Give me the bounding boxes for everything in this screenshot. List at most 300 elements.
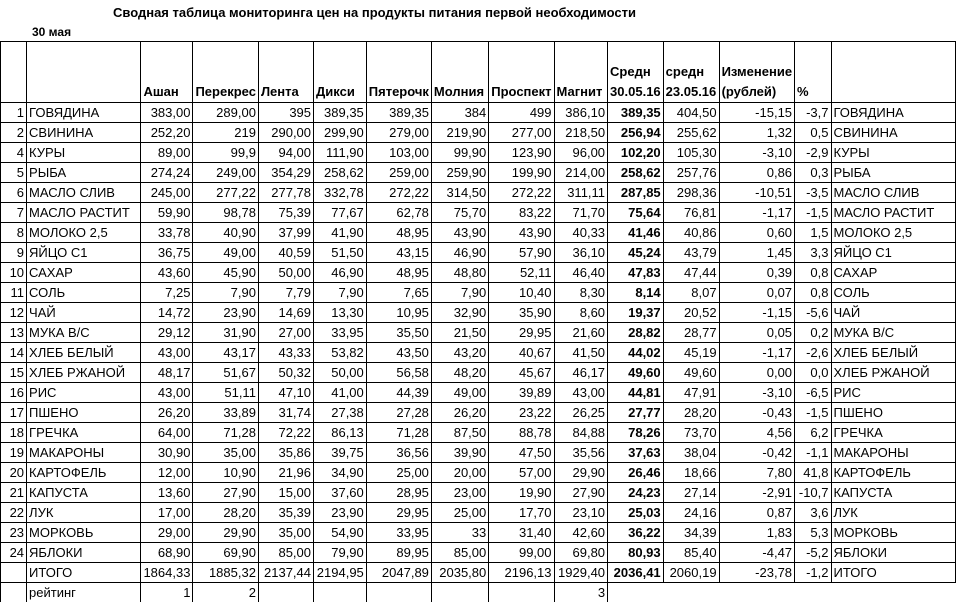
price-cell[interactable]: 39,90 bbox=[431, 443, 488, 463]
price-cell[interactable]: 54,90 bbox=[314, 523, 367, 543]
price-cell[interactable]: 39,89 bbox=[489, 383, 554, 403]
price-cell[interactable]: 96,00 bbox=[554, 143, 608, 163]
row-number[interactable]: 6 bbox=[1, 183, 27, 203]
total-cell[interactable]: 2036,41 bbox=[608, 563, 664, 583]
price-cell[interactable]: 40,86 bbox=[663, 223, 719, 243]
price-cell[interactable]: 44,81 bbox=[608, 383, 664, 403]
price-cell[interactable]: 45,24 bbox=[608, 243, 664, 263]
column-header[interactable]: Пятерочк bbox=[366, 42, 431, 103]
price-cell[interactable]: 258,62 bbox=[608, 163, 664, 183]
price-cell[interactable]: 1,83 bbox=[719, 523, 794, 543]
price-cell[interactable]: 43,90 bbox=[489, 223, 554, 243]
price-cell[interactable]: 47,44 bbox=[663, 263, 719, 283]
price-cell[interactable]: 75,64 bbox=[608, 203, 664, 223]
blank-cell[interactable] bbox=[1, 563, 27, 583]
price-cell[interactable]: 0,8 bbox=[795, 263, 831, 283]
product-name[interactable]: ГРЕЧКА bbox=[27, 423, 141, 443]
price-cell[interactable]: 24,16 bbox=[663, 503, 719, 523]
product-name[interactable]: ХЛЕБ РЖАНОЙ bbox=[27, 363, 141, 383]
price-cell[interactable]: 43,33 bbox=[258, 343, 313, 363]
price-cell[interactable]: 87,50 bbox=[431, 423, 488, 443]
rating-cell[interactable] bbox=[489, 583, 554, 602]
blank-cell[interactable] bbox=[795, 583, 831, 602]
product-name-right[interactable]: МОЛОКО 2,5 bbox=[831, 223, 956, 243]
price-cell[interactable]: 35,00 bbox=[193, 443, 258, 463]
price-cell[interactable]: 71,28 bbox=[366, 423, 431, 443]
product-name-right[interactable]: КУРЫ bbox=[831, 143, 956, 163]
price-cell[interactable]: 105,30 bbox=[663, 143, 719, 163]
price-cell[interactable]: 79,90 bbox=[314, 543, 367, 563]
price-cell[interactable]: 0,86 bbox=[719, 163, 794, 183]
price-cell[interactable]: 48,17 bbox=[141, 363, 193, 383]
price-cell[interactable]: 256,94 bbox=[608, 123, 664, 143]
price-cell[interactable]: 7,90 bbox=[431, 283, 488, 303]
price-cell[interactable]: 7,90 bbox=[193, 283, 258, 303]
price-cell[interactable]: 43,00 bbox=[141, 343, 193, 363]
price-cell[interactable]: 218,50 bbox=[554, 123, 608, 143]
price-cell[interactable]: 43,00 bbox=[141, 383, 193, 403]
price-cell[interactable]: 36,56 bbox=[366, 443, 431, 463]
price-cell[interactable]: 249,00 bbox=[193, 163, 258, 183]
price-cell[interactable]: 389,35 bbox=[366, 103, 431, 123]
price-cell[interactable]: -0,42 bbox=[719, 443, 794, 463]
total-label-right[interactable]: ИТОГО bbox=[831, 563, 956, 583]
price-cell[interactable]: 41,46 bbox=[608, 223, 664, 243]
price-cell[interactable]: 1,32 bbox=[719, 123, 794, 143]
row-number[interactable]: 19 bbox=[1, 443, 27, 463]
price-cell[interactable]: 41,00 bbox=[314, 383, 367, 403]
product-name[interactable]: МАСЛО СЛИВ bbox=[27, 183, 141, 203]
price-cell[interactable]: 31,90 bbox=[193, 323, 258, 343]
price-cell[interactable]: 75,70 bbox=[431, 203, 488, 223]
price-cell[interactable]: 43,50 bbox=[366, 343, 431, 363]
price-cell[interactable]: 257,76 bbox=[663, 163, 719, 183]
price-cell[interactable]: 88,78 bbox=[489, 423, 554, 443]
blank-cell[interactable] bbox=[1, 583, 27, 602]
price-cell[interactable]: 219,90 bbox=[431, 123, 488, 143]
price-cell[interactable]: 33,95 bbox=[314, 323, 367, 343]
price-cell[interactable]: 41,50 bbox=[554, 343, 608, 363]
price-cell[interactable]: 50,00 bbox=[258, 263, 313, 283]
price-cell[interactable]: 21,60 bbox=[554, 323, 608, 343]
price-cell[interactable]: 35,86 bbox=[258, 443, 313, 463]
product-name-right[interactable]: СВИНИНА bbox=[831, 123, 956, 143]
rating-label[interactable]: рейтинг bbox=[27, 583, 141, 602]
rating-cell[interactable] bbox=[366, 583, 431, 602]
price-cell[interactable]: 384 bbox=[431, 103, 488, 123]
price-cell[interactable]: 25,00 bbox=[431, 503, 488, 523]
price-cell[interactable]: 57,00 bbox=[489, 463, 554, 483]
price-cell[interactable]: -4,47 bbox=[719, 543, 794, 563]
column-header[interactable]: Перекрес bbox=[193, 42, 258, 103]
price-cell[interactable]: 111,90 bbox=[314, 143, 367, 163]
price-cell[interactable]: 29,12 bbox=[141, 323, 193, 343]
price-cell[interactable]: 31,40 bbox=[489, 523, 554, 543]
price-cell[interactable]: 47,83 bbox=[608, 263, 664, 283]
rating-cell[interactable]: 3 bbox=[554, 583, 608, 602]
price-cell[interactable]: 43,20 bbox=[431, 343, 488, 363]
price-cell[interactable]: 34,90 bbox=[314, 463, 367, 483]
price-cell[interactable]: 56,58 bbox=[366, 363, 431, 383]
product-name[interactable]: ЧАЙ bbox=[27, 303, 141, 323]
price-cell[interactable]: 29,00 bbox=[141, 523, 193, 543]
price-cell[interactable]: 25,00 bbox=[366, 463, 431, 483]
price-cell[interactable]: 33,89 bbox=[193, 403, 258, 423]
row-number[interactable]: 5 bbox=[1, 163, 27, 183]
price-cell[interactable]: 386,10 bbox=[554, 103, 608, 123]
price-cell[interactable]: 103,00 bbox=[366, 143, 431, 163]
column-header[interactable]: Молния bbox=[431, 42, 488, 103]
price-cell[interactable]: 48,80 bbox=[431, 263, 488, 283]
price-cell[interactable]: 51,11 bbox=[193, 383, 258, 403]
price-cell[interactable]: 59,90 bbox=[141, 203, 193, 223]
price-cell[interactable]: 71,28 bbox=[193, 423, 258, 443]
price-cell[interactable]: 8,07 bbox=[663, 283, 719, 303]
price-cell[interactable]: 7,79 bbox=[258, 283, 313, 303]
price-cell[interactable]: 23,90 bbox=[314, 503, 367, 523]
price-cell[interactable]: 354,29 bbox=[258, 163, 313, 183]
row-number[interactable]: 10 bbox=[1, 263, 27, 283]
price-cell[interactable]: 23,90 bbox=[193, 303, 258, 323]
column-header[interactable]: Ашан bbox=[141, 42, 193, 103]
row-number[interactable]: 12 bbox=[1, 303, 27, 323]
product-name-right[interactable]: МАСЛО СЛИВ bbox=[831, 183, 956, 203]
rating-cell[interactable] bbox=[258, 583, 313, 602]
price-cell[interactable]: 46,90 bbox=[314, 263, 367, 283]
product-name[interactable]: МОЛОКО 2,5 bbox=[27, 223, 141, 243]
price-cell[interactable]: -2,9 bbox=[795, 143, 831, 163]
price-cell[interactable]: -1,17 bbox=[719, 203, 794, 223]
price-cell[interactable]: 1,45 bbox=[719, 243, 794, 263]
price-cell[interactable]: 27,90 bbox=[554, 483, 608, 503]
price-cell[interactable]: 19,90 bbox=[489, 483, 554, 503]
price-cell[interactable]: 27,77 bbox=[608, 403, 664, 423]
product-name[interactable]: ГОВЯДИНА bbox=[27, 103, 141, 123]
price-cell[interactable]: 47,91 bbox=[663, 383, 719, 403]
column-header[interactable]: Средн 30.05.16 bbox=[608, 42, 664, 103]
rating-cell[interactable]: 2 bbox=[193, 583, 258, 602]
row-number[interactable]: 4 bbox=[1, 143, 27, 163]
price-cell[interactable]: 277,00 bbox=[489, 123, 554, 143]
price-cell[interactable]: -1,17 bbox=[719, 343, 794, 363]
price-cell[interactable]: 26,20 bbox=[431, 403, 488, 423]
product-name[interactable]: ЛУК bbox=[27, 503, 141, 523]
price-cell[interactable]: 287,85 bbox=[608, 183, 664, 203]
price-cell[interactable]: 0,3 bbox=[795, 163, 831, 183]
header-blank[interactable] bbox=[27, 42, 141, 103]
price-cell[interactable]: 258,62 bbox=[314, 163, 367, 183]
price-cell[interactable]: 71,70 bbox=[554, 203, 608, 223]
price-cell[interactable]: 27,38 bbox=[314, 403, 367, 423]
price-cell[interactable]: 43,79 bbox=[663, 243, 719, 263]
price-cell[interactable]: 277,78 bbox=[258, 183, 313, 203]
price-cell[interactable]: 404,50 bbox=[663, 103, 719, 123]
price-cell[interactable]: 14,69 bbox=[258, 303, 313, 323]
price-cell[interactable]: 8,60 bbox=[554, 303, 608, 323]
total-cell[interactable]: -1,2 bbox=[795, 563, 831, 583]
price-cell[interactable]: 28,82 bbox=[608, 323, 664, 343]
price-cell[interactable]: 32,90 bbox=[431, 303, 488, 323]
price-cell[interactable]: 0,0 bbox=[795, 363, 831, 383]
price-cell[interactable]: 69,80 bbox=[554, 543, 608, 563]
price-cell[interactable]: -10,51 bbox=[719, 183, 794, 203]
price-cell[interactable]: 290,00 bbox=[258, 123, 313, 143]
total-cell[interactable]: 1929,40 bbox=[554, 563, 608, 583]
price-cell[interactable]: 19,37 bbox=[608, 303, 664, 323]
product-name[interactable]: РЫБА bbox=[27, 163, 141, 183]
product-name-right[interactable]: САХАР bbox=[831, 263, 956, 283]
price-cell[interactable]: 43,15 bbox=[366, 243, 431, 263]
price-cell[interactable]: 85,00 bbox=[431, 543, 488, 563]
price-cell[interactable]: 73,70 bbox=[663, 423, 719, 443]
product-name-right[interactable]: ПШЕНО bbox=[831, 403, 956, 423]
price-cell[interactable]: 50,00 bbox=[314, 363, 367, 383]
product-name-right[interactable]: КАПУСТА bbox=[831, 483, 956, 503]
price-cell[interactable]: 36,22 bbox=[608, 523, 664, 543]
price-cell[interactable]: 272,22 bbox=[489, 183, 554, 203]
product-name-right[interactable]: СОЛЬ bbox=[831, 283, 956, 303]
product-name[interactable]: КУРЫ bbox=[27, 143, 141, 163]
price-cell[interactable]: 45,67 bbox=[489, 363, 554, 383]
price-cell[interactable]: 39,75 bbox=[314, 443, 367, 463]
price-cell[interactable]: -2,6 bbox=[795, 343, 831, 363]
price-cell[interactable]: 34,39 bbox=[663, 523, 719, 543]
price-cell[interactable]: 48,95 bbox=[366, 223, 431, 243]
price-cell[interactable]: -5,6 bbox=[795, 303, 831, 323]
product-name-right[interactable]: РЫБА bbox=[831, 163, 956, 183]
product-name-right[interactable]: ХЛЕБ РЖАНОЙ bbox=[831, 363, 956, 383]
price-cell[interactable]: 46,90 bbox=[431, 243, 488, 263]
price-cell[interactable]: 80,93 bbox=[608, 543, 664, 563]
price-cell[interactable]: 44,39 bbox=[366, 383, 431, 403]
price-cell[interactable]: -1,5 bbox=[795, 403, 831, 423]
price-cell[interactable]: 27,28 bbox=[366, 403, 431, 423]
product-name[interactable]: МАСЛО РАСТИТ bbox=[27, 203, 141, 223]
price-cell[interactable]: 272,22 bbox=[366, 183, 431, 203]
product-name-right[interactable]: МАКАРОНЫ bbox=[831, 443, 956, 463]
price-cell[interactable]: 8,14 bbox=[608, 283, 664, 303]
price-cell[interactable]: -15,15 bbox=[719, 103, 794, 123]
product-name[interactable]: ПШЕНО bbox=[27, 403, 141, 423]
price-cell[interactable]: 99,90 bbox=[431, 143, 488, 163]
price-cell[interactable]: 27,90 bbox=[193, 483, 258, 503]
price-cell[interactable]: 49,60 bbox=[608, 363, 664, 383]
product-name[interactable]: МАКАРОНЫ bbox=[27, 443, 141, 463]
price-cell[interactable]: 17,00 bbox=[141, 503, 193, 523]
product-name[interactable]: ЯБЛОКИ bbox=[27, 543, 141, 563]
price-cell[interactable]: 252,20 bbox=[141, 123, 193, 143]
row-number[interactable]: 9 bbox=[1, 243, 27, 263]
total-cell[interactable]: 2137,44 bbox=[258, 563, 313, 583]
price-cell[interactable]: 0,8 bbox=[795, 283, 831, 303]
total-cell[interactable]: 2035,80 bbox=[431, 563, 488, 583]
column-header[interactable]: Проспект bbox=[489, 42, 554, 103]
price-cell[interactable]: -3,5 bbox=[795, 183, 831, 203]
price-cell[interactable]: 43,00 bbox=[554, 383, 608, 403]
product-name[interactable]: СОЛЬ bbox=[27, 283, 141, 303]
product-name-right[interactable]: РИС bbox=[831, 383, 956, 403]
price-cell[interactable]: 26,25 bbox=[554, 403, 608, 423]
price-cell[interactable]: 10,90 bbox=[193, 463, 258, 483]
price-cell[interactable]: 20,00 bbox=[431, 463, 488, 483]
price-cell[interactable]: 86,13 bbox=[314, 423, 367, 443]
row-number[interactable]: 16 bbox=[1, 383, 27, 403]
price-cell[interactable]: 10,40 bbox=[489, 283, 554, 303]
price-cell[interactable]: 29,90 bbox=[193, 523, 258, 543]
product-name[interactable]: РИС bbox=[27, 383, 141, 403]
price-cell[interactable]: 78,26 bbox=[608, 423, 664, 443]
row-number[interactable]: 17 bbox=[1, 403, 27, 423]
product-name-right[interactable]: ГРЕЧКА bbox=[831, 423, 956, 443]
price-cell[interactable]: 89,00 bbox=[141, 143, 193, 163]
price-cell[interactable]: 75,39 bbox=[258, 203, 313, 223]
price-cell[interactable]: 35,50 bbox=[366, 323, 431, 343]
price-cell[interactable]: 47,10 bbox=[258, 383, 313, 403]
price-cell[interactable]: -10,7 bbox=[795, 483, 831, 503]
total-cell[interactable]: 1864,33 bbox=[141, 563, 193, 583]
price-cell[interactable]: 277,22 bbox=[193, 183, 258, 203]
header-blank[interactable] bbox=[1, 42, 27, 103]
price-cell[interactable]: 0,39 bbox=[719, 263, 794, 283]
price-cell[interactable]: 26,20 bbox=[141, 403, 193, 423]
price-cell[interactable]: 383,00 bbox=[141, 103, 193, 123]
price-cell[interactable]: 68,90 bbox=[141, 543, 193, 563]
price-cell[interactable]: 35,00 bbox=[258, 523, 313, 543]
total-cell[interactable]: 2196,13 bbox=[489, 563, 554, 583]
price-cell[interactable]: 83,22 bbox=[489, 203, 554, 223]
price-cell[interactable]: 48,95 bbox=[366, 263, 431, 283]
price-cell[interactable]: 0,60 bbox=[719, 223, 794, 243]
price-cell[interactable]: 25,03 bbox=[608, 503, 664, 523]
price-cell[interactable]: 279,00 bbox=[366, 123, 431, 143]
price-cell[interactable]: 12,00 bbox=[141, 463, 193, 483]
price-cell[interactable]: 389,35 bbox=[314, 103, 367, 123]
price-cell[interactable]: 123,90 bbox=[489, 143, 554, 163]
price-cell[interactable]: 389,35 bbox=[608, 103, 664, 123]
price-cell[interactable]: 49,00 bbox=[193, 243, 258, 263]
rating-cell[interactable] bbox=[314, 583, 367, 602]
price-cell[interactable]: 43,60 bbox=[141, 263, 193, 283]
price-cell[interactable]: 72,22 bbox=[258, 423, 313, 443]
price-cell[interactable]: 10,95 bbox=[366, 303, 431, 323]
price-cell[interactable]: 33 bbox=[431, 523, 488, 543]
price-cell[interactable]: 14,72 bbox=[141, 303, 193, 323]
header-blank[interactable] bbox=[831, 42, 956, 103]
price-cell[interactable]: 84,88 bbox=[554, 423, 608, 443]
row-number[interactable]: 14 bbox=[1, 343, 27, 363]
price-cell[interactable]: 40,59 bbox=[258, 243, 313, 263]
price-cell[interactable]: -1,1 bbox=[795, 443, 831, 463]
rating-cell[interactable] bbox=[431, 583, 488, 602]
price-cell[interactable]: 13,30 bbox=[314, 303, 367, 323]
price-cell[interactable]: 85,00 bbox=[258, 543, 313, 563]
column-header[interactable]: Изменение (рублей) bbox=[719, 42, 794, 103]
price-cell[interactable]: 35,56 bbox=[554, 443, 608, 463]
price-cell[interactable]: 36,10 bbox=[554, 243, 608, 263]
total-cell[interactable]: 2060,19 bbox=[663, 563, 719, 583]
price-cell[interactable]: 289,00 bbox=[193, 103, 258, 123]
price-cell[interactable]: 274,24 bbox=[141, 163, 193, 183]
column-header[interactable]: средн 23.05.16 bbox=[663, 42, 719, 103]
price-cell[interactable]: 29,95 bbox=[366, 503, 431, 523]
row-number[interactable]: 20 bbox=[1, 463, 27, 483]
price-cell[interactable]: 51,67 bbox=[193, 363, 258, 383]
rating-cell[interactable]: 1 bbox=[141, 583, 193, 602]
column-header[interactable]: Дикси bbox=[314, 42, 367, 103]
price-cell[interactable]: 17,70 bbox=[489, 503, 554, 523]
price-cell[interactable]: 29,95 bbox=[489, 323, 554, 343]
price-cell[interactable]: 94,00 bbox=[258, 143, 313, 163]
price-cell[interactable]: 27,14 bbox=[663, 483, 719, 503]
price-cell[interactable]: 30,90 bbox=[141, 443, 193, 463]
price-cell[interactable]: -3,7 bbox=[795, 103, 831, 123]
row-number[interactable]: 21 bbox=[1, 483, 27, 503]
price-cell[interactable]: 15,00 bbox=[258, 483, 313, 503]
product-name-right[interactable]: ЧАЙ bbox=[831, 303, 956, 323]
price-cell[interactable]: 64,00 bbox=[141, 423, 193, 443]
price-cell[interactable]: 62,78 bbox=[366, 203, 431, 223]
price-cell[interactable]: 37,60 bbox=[314, 483, 367, 503]
row-number[interactable]: 8 bbox=[1, 223, 27, 243]
price-cell[interactable]: 37,99 bbox=[258, 223, 313, 243]
price-cell[interactable]: 0,2 bbox=[795, 323, 831, 343]
product-name-right[interactable]: МОРКОВЬ bbox=[831, 523, 956, 543]
price-cell[interactable]: 69,90 bbox=[193, 543, 258, 563]
total-label[interactable]: ИТОГО bbox=[27, 563, 141, 583]
price-cell[interactable]: 26,46 bbox=[608, 463, 664, 483]
price-cell[interactable]: 7,25 bbox=[141, 283, 193, 303]
price-cell[interactable]: 48,20 bbox=[431, 363, 488, 383]
price-cell[interactable]: -1,15 bbox=[719, 303, 794, 323]
total-cell[interactable]: 2047,89 bbox=[366, 563, 431, 583]
blank-cell[interactable] bbox=[719, 583, 794, 602]
price-cell[interactable]: 40,90 bbox=[193, 223, 258, 243]
price-cell[interactable]: 5,3 bbox=[795, 523, 831, 543]
product-name-right[interactable]: КАРТОФЕЛЬ bbox=[831, 463, 956, 483]
price-cell[interactable]: -1,5 bbox=[795, 203, 831, 223]
price-cell[interactable]: 49,00 bbox=[431, 383, 488, 403]
price-cell[interactable]: 6,2 bbox=[795, 423, 831, 443]
price-cell[interactable]: 395 bbox=[258, 103, 313, 123]
blank-cell[interactable] bbox=[663, 583, 719, 602]
price-cell[interactable]: 46,40 bbox=[554, 263, 608, 283]
price-cell[interactable]: 259,90 bbox=[431, 163, 488, 183]
price-cell[interactable]: 85,40 bbox=[663, 543, 719, 563]
price-cell[interactable]: 35,39 bbox=[258, 503, 313, 523]
price-cell[interactable]: 43,90 bbox=[431, 223, 488, 243]
row-number[interactable]: 24 bbox=[1, 543, 27, 563]
column-header[interactable]: Магнит bbox=[554, 42, 608, 103]
price-cell[interactable]: 41,8 bbox=[795, 463, 831, 483]
price-cell[interactable]: 21,96 bbox=[258, 463, 313, 483]
product-name-right[interactable]: ЛУК bbox=[831, 503, 956, 523]
row-number[interactable]: 13 bbox=[1, 323, 27, 343]
price-cell[interactable]: 219 bbox=[193, 123, 258, 143]
price-cell[interactable]: 99,00 bbox=[489, 543, 554, 563]
row-number[interactable]: 23 bbox=[1, 523, 27, 543]
price-cell[interactable]: 28,20 bbox=[663, 403, 719, 423]
product-name-right[interactable]: ЯЙЦО С1 bbox=[831, 243, 956, 263]
price-cell[interactable]: 20,52 bbox=[663, 303, 719, 323]
price-cell[interactable]: 52,11 bbox=[489, 263, 554, 283]
row-number[interactable]: 11 bbox=[1, 283, 27, 303]
row-number[interactable]: 18 bbox=[1, 423, 27, 443]
price-cell[interactable]: 0,5 bbox=[795, 123, 831, 143]
price-cell[interactable]: 40,67 bbox=[489, 343, 554, 363]
price-cell[interactable]: 23,00 bbox=[431, 483, 488, 503]
price-cell[interactable]: 0,87 bbox=[719, 503, 794, 523]
product-name-right[interactable]: ГОВЯДИНА bbox=[831, 103, 956, 123]
